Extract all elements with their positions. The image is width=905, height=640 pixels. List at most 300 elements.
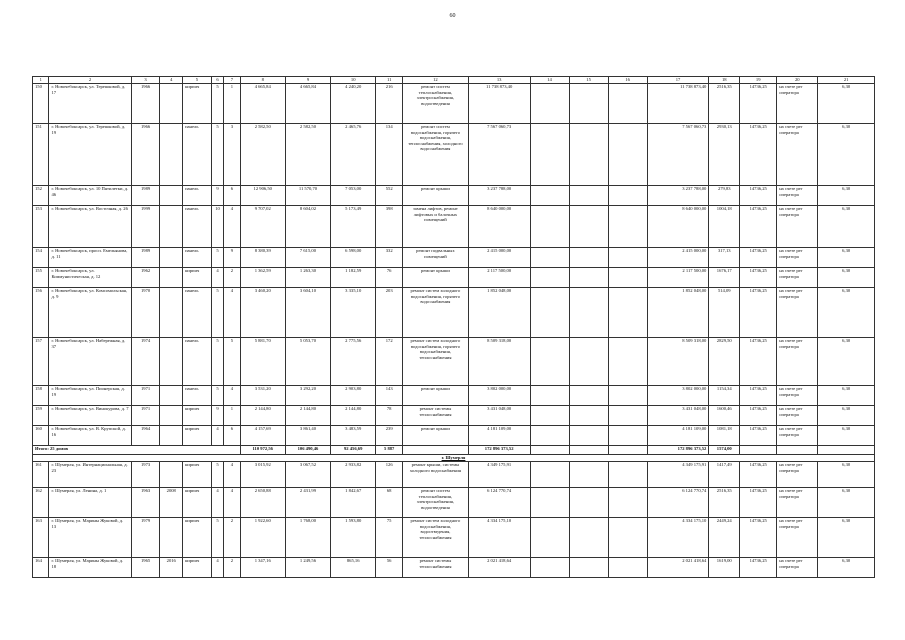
floors-cell: 5 <box>211 248 223 268</box>
total-cost-cell: 8 509 318,00 <box>468 338 530 386</box>
limit-cost-cell: 14736,25 <box>740 386 777 406</box>
floors-cell: 5 <box>211 338 223 386</box>
fund-cost-cell <box>530 338 569 386</box>
deadline-cell: 6,30 <box>818 338 875 386</box>
entrances-cell: 6 <box>224 426 240 446</box>
local-budget-cell <box>608 558 647 578</box>
address-cell: г. Новочебоксарск, ул. Терешковой, д. 19 <box>49 124 131 186</box>
limit-cost-cell: 14736,25 <box>740 462 777 488</box>
fund-cost-cell <box>530 406 569 426</box>
row-number-cell: 152 <box>33 186 49 206</box>
renovation-year-cell <box>160 338 183 386</box>
total-private-area-cell: 92 456,69 <box>331 446 376 455</box>
fund-cost-cell <box>530 186 569 206</box>
local-budget-cell <box>608 206 647 248</box>
renovation-year-cell: 2008 <box>160 488 183 518</box>
residents-cell: 203 <box>376 288 403 338</box>
address-cell: г. Шумерля, ул. Интернациональная, д. 23 <box>49 462 131 488</box>
fund-cost-cell <box>530 462 569 488</box>
residents-cell: 68 <box>376 488 403 518</box>
fund-cost-cell <box>530 518 569 558</box>
address-cell: г. Новочебоксарск, ул. Комсомольская, д. 9 <box>49 288 131 338</box>
residents-cell: 172 <box>376 338 403 386</box>
total-area-cell: 3 531,20 <box>240 386 285 406</box>
apartments-area-cell: 8 604,02 <box>285 206 330 248</box>
fund-cost-cell <box>530 248 569 268</box>
work-type-cell: ремонт крыши <box>403 186 469 206</box>
limit-cost-cell: 14736,25 <box>740 248 777 268</box>
limit-cost-cell: 14736,25 <box>740 186 777 206</box>
local-budget-cell <box>608 84 647 124</box>
floors-cell: 5 <box>211 462 223 488</box>
column-number-cell: 13 <box>468 77 530 84</box>
renovation-year-cell <box>160 124 183 186</box>
total-cost-cell: 2 117 500,00 <box>468 268 530 288</box>
repair-program-table <box>32 76 875 578</box>
deadline-cell: 6,30 <box>818 518 875 558</box>
wall-material-cell: панель <box>183 386 212 406</box>
owners-cost-cell: 1 852 048,00 <box>647 288 709 338</box>
column-number-cell: 12 <box>403 77 469 84</box>
total-empty-cell <box>403 446 469 455</box>
renovation-year-cell <box>160 186 183 206</box>
total-cost-cell: 3 237 788,00 <box>468 186 530 206</box>
build-year-cell: 1965 <box>131 558 160 578</box>
work-type-cell: ремонт системы теплоснабжения <box>403 406 469 426</box>
owners-cost-cell: 4 334 175,10 <box>647 518 709 558</box>
owners-cost-cell: 4 181 109,00 <box>647 426 709 446</box>
work-type-cell: ремонт подвальных помещений <box>403 248 469 268</box>
column-number-cell: 20 <box>777 77 818 84</box>
limit-cost-cell: 14736,25 <box>740 558 777 578</box>
column-number-cell: 14 <box>530 77 569 84</box>
build-year-cell: 1974 <box>131 338 160 386</box>
budget-cost-cell <box>569 518 608 558</box>
build-year-cell: 1979 <box>131 518 160 558</box>
residents-cell: 126 <box>376 462 403 488</box>
total-empty-cell <box>777 446 818 455</box>
row-number-cell: 158 <box>33 386 49 406</box>
entrances-cell: 4 <box>224 488 240 518</box>
wall-material-cell: кирпич <box>183 558 212 578</box>
wall-material-cell: кирпич <box>183 488 212 518</box>
unit-cost-cell: 2449,24 <box>709 518 740 558</box>
total-row <box>33 446 875 455</box>
work-type-cell: ремонт систем теплоснабжения, электроснабжения, водоотведения <box>403 488 469 518</box>
private-area-cell: 1 842,67 <box>331 488 376 518</box>
address-cell: г. Новочебоксарск, ул. В. Крупской, д. 16 <box>49 426 131 446</box>
city-header-row <box>33 455 875 462</box>
budget-cost-cell <box>569 488 608 518</box>
table-row <box>33 406 875 426</box>
address-cell: г. Новочебоксарск, ул. 10 Пятилетки, д. 46 <box>49 186 131 206</box>
unit-cost-cell: 1619,00 <box>709 558 740 578</box>
address-cell: г. Новочебоксарск, ул. Коммунистическая, д. 12 <box>49 268 131 288</box>
fund-cost-cell <box>530 288 569 338</box>
row-number-cell: 156 <box>33 288 49 338</box>
private-area-cell: 2 465,76 <box>331 124 376 186</box>
total-area-cell: 8 380,39 <box>240 248 285 268</box>
deadline-cell: 6,30 <box>818 558 875 578</box>
fund-cost-cell <box>530 488 569 518</box>
owners-cost-cell: 2 117 500,00 <box>647 268 709 288</box>
renovation-year-cell <box>160 268 183 288</box>
total-empty-cell <box>530 446 569 455</box>
deadline-cell: 6,30 <box>818 186 875 206</box>
owners-cost-cell: 4 349 175,91 <box>647 462 709 488</box>
column-number-cell: 6 <box>211 77 223 84</box>
apartments-area-cell: 11 570,70 <box>285 186 330 206</box>
table-row <box>33 186 875 206</box>
private-area-cell: 3 483,59 <box>331 426 376 446</box>
address-cell: г. Шумерля, ул. Ленина, д. 1 <box>49 488 131 518</box>
apartments-area-cell: 1 768,00 <box>285 518 330 558</box>
budget-cost-cell <box>569 558 608 578</box>
table-row <box>33 338 875 386</box>
fund-cost-cell <box>530 558 569 578</box>
floors-cell: 9 <box>211 406 223 426</box>
local-budget-cell <box>608 406 647 426</box>
fund-cost-cell <box>530 426 569 446</box>
total-cost-cell: 2 415 000,00 <box>468 248 530 268</box>
entrances-cell: 4 <box>224 462 240 488</box>
unit-cost-cell: 279,83 <box>709 186 740 206</box>
residents-cell: 552 <box>376 186 403 206</box>
table-row <box>33 462 875 488</box>
fund-method-cell: на счете рег оператора <box>777 426 818 446</box>
renovation-year-cell <box>160 518 183 558</box>
total-area-cell: 3 015,92 <box>240 462 285 488</box>
total-area-cell: 2 582,50 <box>240 124 285 186</box>
fund-method-cell: на счете рег оператора <box>777 84 818 124</box>
total-empty-cell <box>818 446 875 455</box>
fund-method-cell: на счете рег оператора <box>777 558 818 578</box>
budget-cost-cell <box>569 288 608 338</box>
column-number-cell: 2 <box>49 77 131 84</box>
row-number-cell: 154 <box>33 248 49 268</box>
private-area-cell: 2 144,80 <box>331 406 376 426</box>
row-number-cell: 159 <box>33 406 49 426</box>
column-number-cell: 8 <box>240 77 285 84</box>
entrances-cell: 1 <box>224 84 240 124</box>
column-number-cell: 18 <box>709 77 740 84</box>
budget-cost-cell <box>569 84 608 124</box>
row-number-cell: 157 <box>33 338 49 386</box>
unit-cost-cell: 2516,35 <box>709 84 740 124</box>
local-budget-cell <box>608 268 647 288</box>
floors-cell: 5 <box>211 386 223 406</box>
column-number-cell: 21 <box>818 77 875 84</box>
column-number-cell: 19 <box>740 77 777 84</box>
column-number-cell: 4 <box>160 77 183 84</box>
entrances-cell: 9 <box>224 248 240 268</box>
address-cell: г. Шумерля, ул. Марины Жуковой, д. 13 <box>49 518 131 558</box>
owners-cost-cell: 8 509 318,00 <box>647 338 709 386</box>
apartments-area-cell: 2 431,99 <box>285 488 330 518</box>
fund-method-cell: на счете рег оператора <box>777 406 818 426</box>
column-number-cell: 3 <box>131 77 160 84</box>
wall-material-cell: кирпич <box>183 268 212 288</box>
limit-cost-cell: 14736,25 <box>740 84 777 124</box>
deadline-cell: 6,30 <box>818 488 875 518</box>
floors-cell: 4 <box>211 558 223 578</box>
deadline-cell: 6,30 <box>818 462 875 488</box>
floors-cell: 5 <box>211 124 223 186</box>
budget-cost-cell <box>569 338 608 386</box>
owners-cost-cell: 7 567 060,73 <box>647 124 709 186</box>
budget-cost-cell <box>569 248 608 268</box>
wall-material-cell: панель <box>183 186 212 206</box>
private-area-cell: 3 335,10 <box>331 288 376 338</box>
budget-cost-cell <box>569 386 608 406</box>
floors-cell: 5 <box>211 84 223 124</box>
unit-cost-cell: 1417,49 <box>709 462 740 488</box>
owners-cost-cell: 8 640 000,00 <box>647 206 709 248</box>
build-year-cell: 1999 <box>131 206 160 248</box>
total-cost-cell: 4 181 109,00 <box>468 426 530 446</box>
wall-material-cell: панель <box>183 124 212 186</box>
work-type-cell: ремонт систем водоснабжения, горячего водоснабжения, теплоснабжения, холодного водоснабжения <box>403 124 469 186</box>
total-area-cell: 3 460,20 <box>240 288 285 338</box>
apartments-area-cell: 1 263,30 <box>285 268 330 288</box>
entrances-cell: 4 <box>224 206 240 248</box>
table-row <box>33 386 875 406</box>
entrances-cell: 1 <box>224 406 240 426</box>
private-area-cell: 2 933,82 <box>331 462 376 488</box>
total-owners-cost-cell: 172 896 373,52 <box>647 446 709 455</box>
total-area-cell: 12 906,50 <box>240 186 285 206</box>
apartments-area-cell: 5 053,70 <box>285 338 330 386</box>
renovation-year-cell <box>160 462 183 488</box>
renovation-year-cell <box>160 288 183 338</box>
row-number-cell: 161 <box>33 462 49 488</box>
floors-cell: 4 <box>211 426 223 446</box>
owners-cost-cell: 6 124 770,74 <box>647 488 709 518</box>
total-cost-cell: 1 852 048,00 <box>468 288 530 338</box>
unit-cost-cell: 317,13 <box>709 248 740 268</box>
row-number-cell: 160 <box>33 426 49 446</box>
build-year-cell: 1971 <box>131 406 160 426</box>
limit-cost-cell: 14736,25 <box>740 268 777 288</box>
owners-cost-cell: 3 431 048,00 <box>647 406 709 426</box>
table-row <box>33 268 875 288</box>
entrances-cell: 3 <box>224 124 240 186</box>
work-type-cell: ремонт крыши <box>403 386 469 406</box>
wall-material-cell: панель <box>183 338 212 386</box>
unit-cost-cell: 2930,13 <box>709 124 740 186</box>
budget-cost-cell <box>569 462 608 488</box>
owners-cost-cell: 3 802 000,00 <box>647 386 709 406</box>
floors-cell: 5 <box>211 518 223 558</box>
column-number-cell: 17 <box>647 77 709 84</box>
residents-cell: 143 <box>376 386 403 406</box>
total-residents-cell: 5 887 <box>376 446 403 455</box>
renovation-year-cell <box>160 406 183 426</box>
apartments-area-cell: 2 144,80 <box>285 406 330 426</box>
row-number-cell: 150 <box>33 84 49 124</box>
entrances-cell: 6 <box>224 186 240 206</box>
row-number-cell: 151 <box>33 124 49 186</box>
deadline-cell: 6,30 <box>818 426 875 446</box>
table-row <box>33 124 875 186</box>
column-number-cell: 1 <box>33 77 49 84</box>
total-cost-cell: 7 567 060,73 <box>468 124 530 186</box>
total-label-cell: Итого: 25 домов <box>33 446 241 455</box>
unit-cost-cell: 514,09 <box>709 288 740 338</box>
unit-cost-cell: 2516,35 <box>709 488 740 518</box>
deadline-cell: 6,30 <box>818 124 875 186</box>
entrances-cell: 2 <box>224 558 240 578</box>
total-apartments-area-cell: 106 490,46 <box>285 446 330 455</box>
limit-cost-cell: 14736,25 <box>740 406 777 426</box>
fund-method-cell: на счете рег оператора <box>777 462 818 488</box>
apartments-area-cell: 7 615,00 <box>285 248 330 268</box>
wall-material-cell: панель <box>183 288 212 338</box>
local-budget-cell <box>608 426 647 446</box>
wall-material-cell: панель <box>183 206 212 248</box>
residents-cell: 76 <box>376 268 403 288</box>
total-cost-cell: 4 334 175,10 <box>468 518 530 558</box>
fund-method-cell: на счете рег оператора <box>777 386 818 406</box>
apartments-area-cell: 2 582,50 <box>285 124 330 186</box>
residents-cell: 239 <box>376 426 403 446</box>
work-type-cell: ремонт систем холодного водоснабжения, горячего водоснабжения, теплоснабжения <box>403 338 469 386</box>
fund-cost-cell <box>530 268 569 288</box>
total-cost-cell: 172 896 373,52 <box>468 446 530 455</box>
deadline-cell: 6,30 <box>818 268 875 288</box>
private-area-cell: 7 053,00 <box>331 186 376 206</box>
fund-cost-cell <box>530 206 569 248</box>
apartments-area-cell: 3 861,40 <box>285 426 330 446</box>
owners-cost-cell: 3 237 788,00 <box>647 186 709 206</box>
limit-cost-cell: 14736,25 <box>740 124 777 186</box>
build-year-cell: 1963 <box>131 488 160 518</box>
work-type-cell: замена лифтов, ремонт лифтовых и балочных помещений <box>403 206 469 248</box>
residents-cell: 75 <box>376 518 403 558</box>
total-cost-cell: 6 124 770,74 <box>468 488 530 518</box>
limit-cost-cell: 14736,25 <box>740 488 777 518</box>
private-area-cell: 2 903,80 <box>331 386 376 406</box>
wall-material-cell: панель <box>183 248 212 268</box>
apartments-area-cell: 1 249,56 <box>285 558 330 578</box>
owners-cost-cell: 11 738 873,40 <box>647 84 709 124</box>
local-budget-cell <box>608 488 647 518</box>
renovation-year-cell <box>160 426 183 446</box>
fund-method-cell: на счете рег оператора <box>777 288 818 338</box>
total-cost-cell: 11 738 873,40 <box>468 84 530 124</box>
budget-cost-cell <box>569 186 608 206</box>
fund-method-cell: на счете рег оператора <box>777 518 818 558</box>
budget-cost-cell <box>569 268 608 288</box>
apartments-area-cell: 3 292,20 <box>285 386 330 406</box>
fund-method-cell: на счете рег оператора <box>777 206 818 248</box>
column-number-cell: 15 <box>569 77 608 84</box>
column-number-cell: 7 <box>224 77 240 84</box>
entrances-cell: 2 <box>224 518 240 558</box>
renovation-year-cell <box>160 386 183 406</box>
work-type-cell: ремонт крыши <box>403 426 469 446</box>
total-area-cell: 1 347,16 <box>240 558 285 578</box>
wall-material-cell: кирпич <box>183 462 212 488</box>
entrances-cell: 4 <box>224 386 240 406</box>
address-cell: г. Шумерля, ул. Марины Жуковой, д. 18 <box>49 558 131 578</box>
total-area-cell: 5 881,70 <box>240 338 285 386</box>
limit-cost-cell: 14736,25 <box>740 426 777 446</box>
city-name-cell: г. Шумерля <box>33 455 875 462</box>
deadline-cell: 6,30 <box>818 84 875 124</box>
work-type-cell: ремонт систем теплоснабжения, электроснабжения, водоотведения <box>403 84 469 124</box>
budget-cost-cell <box>569 426 608 446</box>
column-number-cell: 11 <box>376 77 403 84</box>
local-budget-cell <box>608 338 647 386</box>
row-number-cell: 155 <box>33 268 49 288</box>
unit-cost-cell: 1154,34 <box>709 386 740 406</box>
local-budget-cell <box>608 288 647 338</box>
table-row <box>33 206 875 248</box>
table-row <box>33 558 875 578</box>
limit-cost-cell: 14736,25 <box>740 518 777 558</box>
total-unit-cost-cell: 1574,00 <box>709 446 740 455</box>
unit-cost-cell: 1081,18 <box>709 426 740 446</box>
limit-cost-cell: 14736,25 <box>740 338 777 386</box>
total-area-cell: 1 922,60 <box>240 518 285 558</box>
build-year-cell: 1973 <box>131 462 160 488</box>
residents-cell: 78 <box>376 406 403 426</box>
fund-method-cell: на счете рег оператора <box>777 338 818 386</box>
total-area-cell: 9 707,02 <box>240 206 285 248</box>
floors-cell: 5 <box>211 288 223 338</box>
budget-cost-cell <box>569 206 608 248</box>
local-budget-cell <box>608 186 647 206</box>
unit-cost-cell: 1600,46 <box>709 406 740 426</box>
address-cell: г. Новочебоксарск, просп. Емельянова, д. 11 <box>49 248 131 268</box>
total-area-cell: 2 650,88 <box>240 488 285 518</box>
fund-method-cell: на счете рег оператора <box>777 248 818 268</box>
total-empty-cell <box>569 446 608 455</box>
renovation-year-cell <box>160 206 183 248</box>
page-number: 60 <box>449 13 456 19</box>
total-empty-cell <box>740 446 777 455</box>
entrances-cell: 2 <box>224 268 240 288</box>
total-area-cell: 4 665,84 <box>240 84 285 124</box>
work-type-cell: ремонт системы теплоснабжения <box>403 558 469 578</box>
fund-method-cell: на счете рег оператора <box>777 488 818 518</box>
local-budget-cell <box>608 518 647 558</box>
row-number-cell: 153 <box>33 206 49 248</box>
budget-cost-cell <box>569 124 608 186</box>
column-number-cell: 10 <box>331 77 376 84</box>
table-row <box>33 84 875 124</box>
deadline-cell: 6,30 <box>818 386 875 406</box>
total-cost-cell: 3 431 048,00 <box>468 406 530 426</box>
residents-cell: 216 <box>376 84 403 124</box>
total-cost-cell: 8 640 000,00 <box>468 206 530 248</box>
build-year-cell: 1970 <box>131 288 160 338</box>
floors-cell: 4 <box>211 268 223 288</box>
apartments-area-cell: 3 604,10 <box>285 288 330 338</box>
address-cell: г. Новочебоксарск, ул. Пионерская, д. 19 <box>49 386 131 406</box>
entrances-cell: 4 <box>224 288 240 338</box>
table-row <box>33 426 875 446</box>
residents-cell: 134 <box>376 124 403 186</box>
local-budget-cell <box>608 462 647 488</box>
fund-cost-cell <box>530 386 569 406</box>
total-area-cell: 2 144,80 <box>240 406 285 426</box>
unit-cost-cell: 1676,17 <box>709 268 740 288</box>
fund-method-cell: на счете рег оператора <box>777 268 818 288</box>
renovation-year-cell <box>160 84 183 124</box>
column-number-row <box>33 77 875 84</box>
